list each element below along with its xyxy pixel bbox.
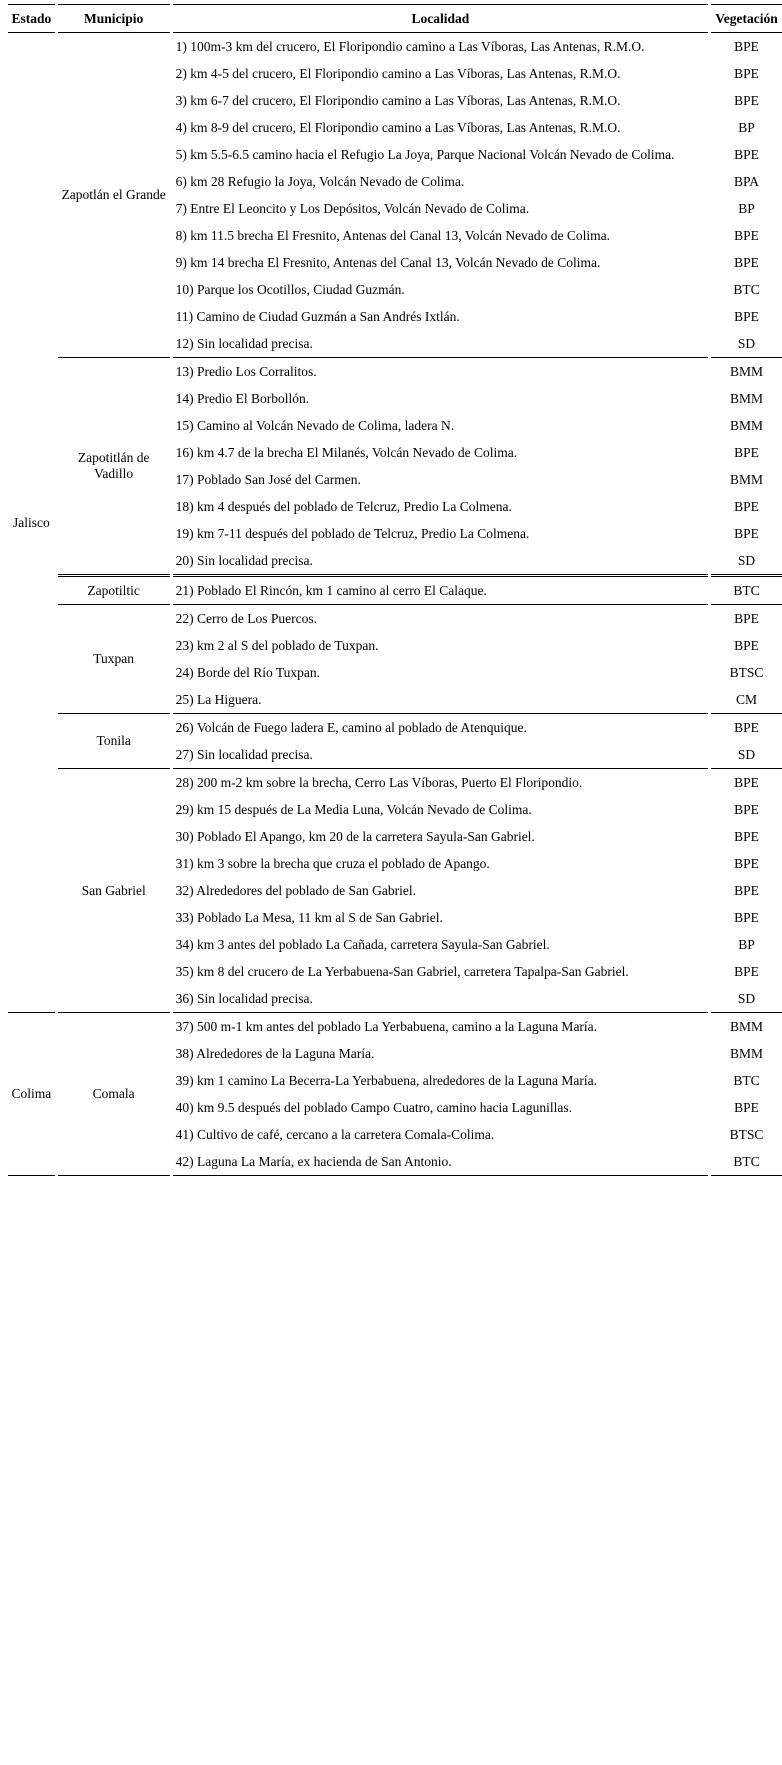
localidad-cell: 23) km 2 al S del poblado de Tuxpan. xyxy=(175,637,379,653)
vegetacion-cell: BMM xyxy=(730,1018,764,1034)
localidad-cell: 33) Poblado La Mesa, 11 km al S de San Gabriel. xyxy=(175,909,443,925)
header-municipio: Municipio xyxy=(58,4,170,33)
localidad-cell: 3) km 6-7 del crucero, El Floripondio camino a Las Víboras, Las Antenas, R.M.O. xyxy=(175,92,621,108)
vegetacion-cell: BPE xyxy=(734,308,759,324)
localidad-cell: 2) km 4-5 del crucero, El Floripondio camino a Las Víboras, Las Antenas, R.M.O. xyxy=(175,65,621,81)
vegetacion-cell: BTC xyxy=(733,281,760,297)
vegetacion-cell: BMM xyxy=(730,417,764,433)
vegetacion-cell: BPE xyxy=(734,38,759,54)
vegetacion-cell: SD xyxy=(711,741,782,769)
localidad-cell: 19) km 7-11 después del poblado de Telcruz, Predio La Colmena. xyxy=(175,525,530,541)
header-estado: Estado xyxy=(8,4,55,33)
header-row xyxy=(8,4,782,33)
estado-cell: Jalisco xyxy=(8,33,55,1013)
table-body xyxy=(8,33,782,1176)
vegetacion-cell: BTC xyxy=(711,1148,782,1176)
vegetacion-cell: BPE xyxy=(734,774,759,790)
localidad-cell: 10) Parque los Ocotillos, Ciudad Guzmán. xyxy=(175,281,405,297)
municipio-cell: Zapotlán el Grande xyxy=(58,33,170,358)
localities-table xyxy=(5,4,782,1176)
localidad-cell: 15) Camino al Volcán Nevado de Colima, ladera N. xyxy=(175,417,455,433)
localidad-cell: 31) km 3 sobre la brecha que cruza el poblado de Apango. xyxy=(175,855,490,871)
vegetacion-cell: BMM xyxy=(730,390,764,406)
table-row xyxy=(8,714,782,741)
vegetacion-cell: BP xyxy=(738,119,755,135)
localidad-cell: 17) Poblado San José del Carmen. xyxy=(175,471,361,487)
localidad-cell: 38) Alrededores de la Laguna María. xyxy=(175,1045,375,1061)
vegetacion-cell: BPE xyxy=(734,801,759,817)
localidad-cell: 24) Borde del Río Tuxpan. xyxy=(175,664,321,680)
vegetacion-cell: BPE xyxy=(734,719,759,735)
table-row xyxy=(8,33,782,60)
localidad-cell: 11) Camino de Ciudad Guzmán a San Andrés Ixtlán. xyxy=(175,308,460,324)
vegetacion-cell: BPE xyxy=(734,92,759,108)
vegetacion-cell: BTC xyxy=(711,577,782,605)
header-vegetacion: Vegetación xyxy=(711,4,782,33)
municipio-cell: Zapotiltic xyxy=(58,577,170,605)
vegetacion-cell: BTSC xyxy=(729,1126,764,1142)
vegetacion-cell: BPE xyxy=(734,1099,759,1115)
localidad-cell: 12) Sin localidad precisa. xyxy=(173,330,708,358)
vegetacion-cell: BPE xyxy=(734,963,759,979)
municipio-cell: San Gabriel xyxy=(58,769,170,1013)
vegetacion-cell: BMM xyxy=(730,363,764,379)
estado-cell: Colima xyxy=(8,1013,55,1176)
vegetacion-cell: BTC xyxy=(733,1072,760,1088)
vegetacion-cell: BPE xyxy=(734,637,759,653)
table-row xyxy=(8,577,782,605)
localidad-cell: 37) 500 m-1 km antes del poblado La Yerbabuena, camino a la Laguna María. xyxy=(175,1018,598,1034)
vegetacion-cell: SD xyxy=(711,985,782,1013)
table-row xyxy=(8,769,782,796)
localidad-cell: 13) Predio Los Corralitos. xyxy=(175,363,317,379)
localidad-cell: 20) Sin localidad precisa. xyxy=(173,547,708,577)
localidad-cell: 6) km 28 Refugio la Joya, Volcán Nevado de Colima. xyxy=(175,173,465,189)
localidad-cell: 1) 100m-3 km del crucero, El Floripondio camino a Las Víboras, Las Antenas, R.M.O. xyxy=(175,38,645,54)
localidad-cell: 16) km 4.7 de la brecha El Milanés, Volcán Nevado de Colima. xyxy=(175,444,518,460)
vegetacion-cell: BPE xyxy=(734,882,759,898)
localidad-cell: 34) km 3 antes del poblado La Cañada, carretera Sayula-San Gabriel. xyxy=(175,936,550,952)
localidad-cell: 4) km 8-9 del crucero, El Floripondio camino a Las Víboras, Las Antenas, R.M.O. xyxy=(175,119,621,135)
localidad-cell: 26) Volcán de Fuego ladera E, camino al poblado de Atenquique. xyxy=(175,719,527,735)
vegetacion-cell: CM xyxy=(711,686,782,714)
vegetacion-cell: BPE xyxy=(734,65,759,81)
vegetacion-cell: BMM xyxy=(730,1045,764,1061)
municipio-cell: Tonila xyxy=(58,714,170,769)
localidad-cell: 27) Sin localidad precisa. xyxy=(173,741,708,769)
localidad-cell: 14) Predio El Borbollón. xyxy=(175,390,310,406)
vegetacion-cell: BPE xyxy=(734,909,759,925)
localidad-cell: 36) Sin localidad precisa. xyxy=(173,985,708,1013)
localidad-cell: 7) Entre El Leoncito y Los Depósitos, Volcán Nevado de Colima. xyxy=(175,200,530,216)
localidad-cell: 18) km 4 después del poblado de Telcruz, Predio La Colmena. xyxy=(175,498,512,514)
localidad-cell: 35) km 8 del crucero de La Yerbabuena-San Gabriel, carretera Tapalpa-San Gabriel. xyxy=(175,963,629,979)
vegetacion-cell: BTSC xyxy=(729,664,764,680)
vegetacion-cell: BPE xyxy=(734,828,759,844)
vegetacion-cell: BMM xyxy=(730,471,764,487)
vegetacion-cell: BPE xyxy=(734,146,759,162)
table-row xyxy=(8,605,782,632)
vegetacion-cell: BPE xyxy=(734,498,759,514)
localidad-cell: 42) Laguna La María, ex hacienda de San Antonio. xyxy=(173,1148,708,1176)
vegetacion-cell: BPE xyxy=(734,610,759,626)
municipio-cell: Comala xyxy=(58,1013,170,1176)
vegetacion-cell: BPE xyxy=(734,227,759,243)
localidad-cell: 22) Cerro de Los Puercos. xyxy=(175,610,318,626)
vegetacion-cell: BP xyxy=(738,936,755,952)
localidad-cell: 8) km 11.5 brecha El Fresnito, Antenas del Canal 13, Volcán Nevado de Colima. xyxy=(175,227,610,243)
localidad-cell: 30) Poblado El Apango, km 20 de la carretera Sayula-San Gabriel. xyxy=(175,828,535,844)
localidad-cell: 41) Cultivo de café, cercano a la carretera Comala-Colima. xyxy=(175,1126,495,1142)
municipio-cell: Tuxpan xyxy=(58,605,170,714)
vegetacion-cell: SD xyxy=(711,547,782,577)
localidad-cell: 25) La Higuera. xyxy=(173,686,708,714)
localidad-cell: 29) km 15 después de La Media Luna, Volcán Nevado de Colima. xyxy=(175,801,532,817)
table-row xyxy=(8,358,782,385)
table-row xyxy=(8,1013,782,1040)
vegetacion-cell: BP xyxy=(738,200,755,216)
localidad-cell: 39) km 1 camino La Becerra-La Yerbabuena, alrededores de la Laguna María. xyxy=(175,1072,597,1088)
header-localidad: Localidad xyxy=(173,4,708,33)
localidad-cell: 9) km 14 brecha El Fresnito, Antenas del Canal 13, Volcán Nevado de Colima. xyxy=(175,254,601,270)
municipio-cell: Zapotitlán de Vadillo xyxy=(58,358,170,577)
vegetacion-cell: BPE xyxy=(734,254,759,270)
localidad-cell: 21) Poblado El Rincón, km 1 camino al cerro El Calaque. xyxy=(173,577,708,605)
vegetacion-cell: BPA xyxy=(734,173,760,189)
vegetacion-cell: SD xyxy=(711,330,782,358)
localidad-cell: 40) km 9.5 después del poblado Campo Cuatro, camino hacia Lagunillas. xyxy=(175,1099,572,1115)
localidad-cell: 32) Alrededores del poblado de San Gabriel. xyxy=(175,882,416,898)
vegetacion-cell: BPE xyxy=(734,855,759,871)
localidad-cell: 5) km 5.5-6.5 camino hacia el Refugio La Joya, Parque Nacional Volcán Nevado de Colima. xyxy=(175,146,675,162)
vegetacion-cell: BPE xyxy=(734,525,759,541)
vegetacion-cell: BPE xyxy=(734,444,759,460)
localidad-cell: 28) 200 m-2 km sobre la brecha, Cerro Las Víboras, Puerto El Floripondio. xyxy=(175,774,583,790)
